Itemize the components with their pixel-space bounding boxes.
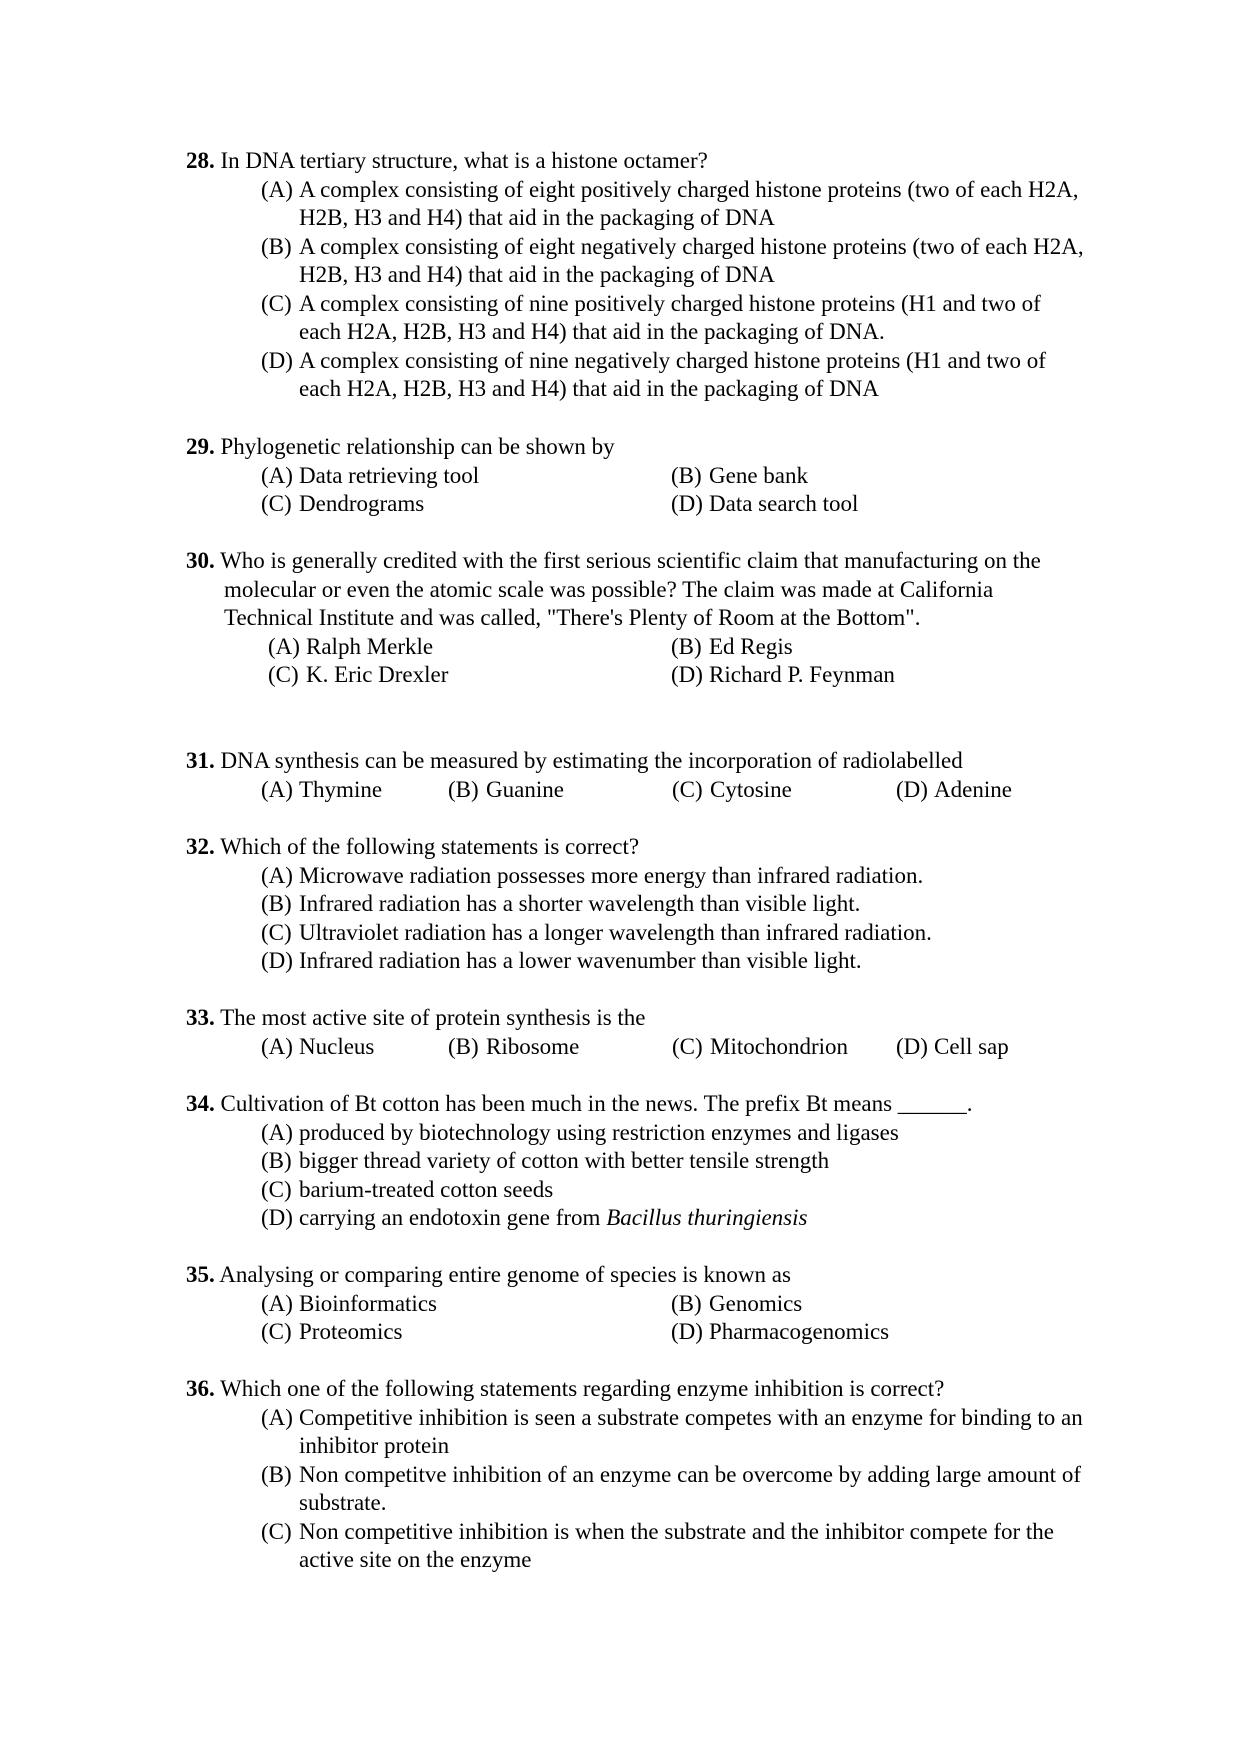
option-d: (D) Pharmacogenomics — [671, 1319, 890, 1344]
option-d: (D) Richard P. Feynman — [671, 662, 895, 687]
option-c: (C) Non competitive inhibition is when the substrate and the inhibitor compete for the active site on the enzyme — [261, 1518, 1055, 1572]
option-c: (C) Cytosine — [672, 776, 792, 802]
option-b: (B) Ribosome — [448, 1033, 580, 1059]
option-c: (C) K. Eric Drexler — [268, 662, 449, 687]
question-stem — [186, 1090, 1086, 1119]
option-d: (D) Infrared radiation has a lower wavenumber than visible light. — [261, 948, 862, 973]
option-d: (D) carrying an endotoxin gene from Bacillus thuringiensis — [261, 1205, 808, 1230]
question-35 — [186, 1261, 1086, 1347]
question-number: 29. — [186, 434, 215, 459]
question-text: Analysing or comparing entire genome of species is known as — [219, 1262, 791, 1287]
option-b: (B) Ed Regis — [671, 633, 793, 659]
option-b: (B) A complex consisting of eight negatively charged histone proteins (two of each H2A, H2B, H3 and H4) that aid in the packaging of DNA — [261, 233, 1084, 287]
question-stem — [186, 433, 1086, 462]
question-stem — [186, 547, 1086, 633]
option-d: (D) A complex consisting of nine negatively charged histone proteins (H1 and two of each H2A, H2B, H3 and H4) that aid in the packaging of DNA — [261, 347, 1046, 401]
question-stem — [186, 747, 1086, 776]
option-d: (D) Data search tool — [671, 491, 859, 516]
question-text: Which of the following statements is correct? — [220, 834, 640, 859]
question-stem — [186, 1375, 1086, 1404]
question-number: 36. — [186, 1376, 215, 1401]
question-text: The most active site of protein synthesis is the — [220, 1005, 646, 1030]
option-c: (C) Ultraviolet radiation has a longer wavelength than infrared radiation. — [261, 919, 932, 945]
question-30 — [186, 547, 1086, 690]
question-stem — [186, 147, 1086, 176]
option-c: (C) Proteomics — [261, 1319, 403, 1344]
option-c: (C) A complex consisting of nine positively charged histone proteins (H1 and two of each H2A, H2B, H3 and H4) that aid in the packaging of DNA. — [261, 290, 1041, 344]
question-number: 35. — [186, 1262, 215, 1287]
question-number: 32. — [186, 834, 215, 859]
option-a: (A) Ralph Merkle — [268, 633, 434, 659]
option-b: (B) bigger thread variety of cotton with better tensile strength — [261, 1148, 830, 1173]
question-text: Phylogenetic relationship can be shown by — [220, 434, 615, 459]
question-32 — [186, 833, 1086, 976]
question-stem — [186, 1004, 1086, 1033]
question-36 — [186, 1375, 1086, 1575]
option-a: (A) produced by biotechnology using restriction enzymes and ligases — [261, 1119, 899, 1145]
option-a: (A) Bioinformatics — [261, 1290, 437, 1316]
option-c: (C) barium-treated cotton seeds — [261, 1176, 554, 1202]
question-28 — [186, 147, 1086, 404]
question-34 — [186, 1090, 1086, 1233]
question-number: 28. — [186, 148, 215, 173]
option-a: (A) Competitive inhibition is seen a substrate competes with an enzyme for binding to an inhibitor protein — [261, 1404, 1083, 1458]
question-number: 30. — [186, 548, 215, 573]
question-stem — [186, 833, 1086, 862]
option-d: (D) Adenine — [896, 776, 1012, 802]
option-a: (A) Data retrieving tool — [261, 462, 480, 488]
option-a: (A) A complex consisting of eight positively charged histone proteins (two of each H2A, H2B, H3 and H4) that aid in the packaging of DNA — [261, 176, 1079, 230]
option-b: (B) Genomics — [671, 1290, 803, 1316]
question-number: 31. — [186, 748, 215, 773]
option-b: (B) Infrared radiation has a shorter wavelength than visible light. — [261, 891, 861, 916]
option-a: (A) Thymine — [261, 776, 383, 802]
question-text: Who is generally credited with the first serious scientific claim that manufacturing on the molecular or even the atomic scale was possible? The claim was made at California Technical Institute and was called, "There's Plenty of Room at the Bottom". — [220, 548, 1041, 630]
question-text: Cultivation of Bt cotton has been much in the news. The prefix Bt means ______. — [220, 1091, 973, 1116]
option-b: (B) Gene bank — [671, 462, 808, 488]
question-31 — [186, 747, 1086, 804]
option-a: (A) Microwave radiation possesses more energy than infrared radiation. — [261, 862, 924, 888]
question-number: 34. — [186, 1091, 215, 1116]
question-stem — [186, 1261, 1086, 1290]
question-33 — [186, 1004, 1086, 1061]
option-d: (D) Cell sap — [896, 1033, 1009, 1059]
question-29 — [186, 433, 1086, 519]
question-text: DNA synthesis can be measured by estimating the incorporation of radiolabelled — [220, 748, 963, 773]
question-text: In DNA tertiary structure, what is a histone octamer? — [220, 148, 708, 173]
option-c: (C) Dendrograms — [261, 491, 425, 516]
option-b: (B) Guanine — [448, 776, 564, 802]
question-text: Which one of the following statements regarding enzyme inhibition is correct? — [220, 1376, 945, 1401]
option-c: (C) Mitochondrion — [672, 1033, 848, 1059]
option-b: (B) Non competitve inhibition of an enzyme can be overcome by adding large amount of substrate. — [261, 1461, 1081, 1515]
species-name: Bacillus thuringiensis — [606, 1205, 808, 1230]
option-a: (A) Nucleus — [261, 1033, 375, 1059]
question-number: 33. — [186, 1005, 215, 1030]
